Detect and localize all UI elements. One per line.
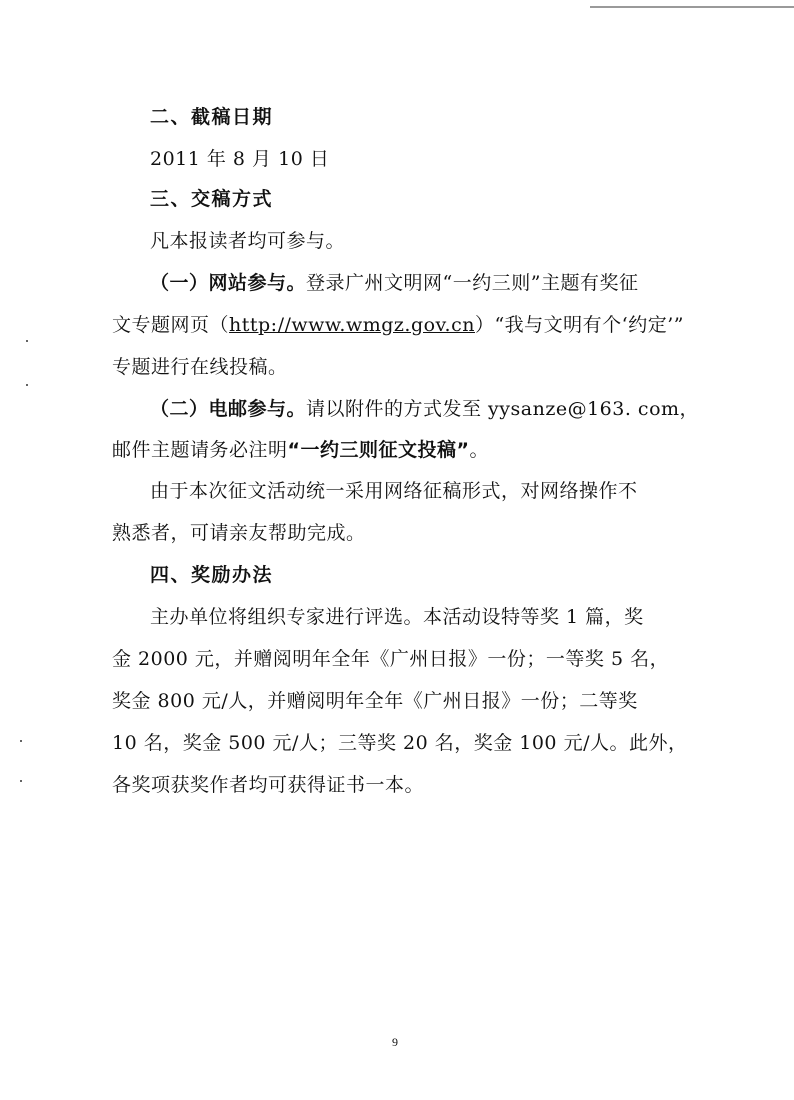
web-submission-line-1 bbox=[150, 270, 638, 296]
email-subject-text: “一约三则征文投稿” bbox=[287, 439, 470, 461]
email-submission-line-2 bbox=[112, 437, 489, 463]
email-submission-line-1 bbox=[150, 396, 699, 422]
web-submission-label: （一）网站参与。 bbox=[150, 272, 307, 294]
scan-mark bbox=[26, 340, 28, 342]
web-submission-text-1: 登录广州文明网“一约三则”主题有奖征 bbox=[306, 272, 639, 294]
section-2-heading: 二、截稿日期 bbox=[150, 106, 274, 128]
award-line-3: 奖金 800 元/人，并赠阅明年全年《广州日报》一份；二等奖 bbox=[112, 690, 638, 712]
web-submission-text-2-suffix: ）“我与文明有个‘约定’” bbox=[474, 314, 684, 336]
section-3-heading: 三、交稿方式 bbox=[150, 188, 274, 210]
scan-mark bbox=[26, 384, 28, 386]
scan-mark bbox=[20, 740, 22, 742]
award-line-5: 各奖项获奖作者均可获得证书一本。 bbox=[112, 774, 425, 796]
web-submission-text-2-prefix: 文专题网页（ bbox=[112, 314, 230, 336]
web-submission-line-2 bbox=[112, 312, 684, 338]
note-line-2: 熟悉者，可请亲友帮助完成。 bbox=[112, 522, 366, 544]
website-url-link[interactable]: http://www.wmgz.gov.cn bbox=[229, 314, 475, 336]
scan-edge-line bbox=[590, 6, 794, 8]
section-3-intro: 凡本报读者均可参与。 bbox=[150, 230, 346, 252]
deadline-date: 2011 年 8 月 10 日 bbox=[150, 148, 330, 170]
section-4-heading: 四、奖励办法 bbox=[150, 564, 274, 586]
email-submission-text-1: 请以附件的方式发至 yysanze@163. com， bbox=[306, 398, 700, 420]
email-subject-suffix: 。 bbox=[469, 439, 490, 461]
scan-mark bbox=[20, 780, 22, 782]
award-line-2: 金 2000 元，并赠阅明年全年《广州日报》一份；一等奖 5 名， bbox=[112, 648, 670, 670]
page-number: 9 bbox=[392, 1035, 398, 1049]
email-subject-prefix: 邮件主题请务必注明 bbox=[112, 439, 288, 461]
award-line-1: 主办单位将组织专家进行评选。本活动设特等奖 1 篇，奖 bbox=[150, 606, 644, 628]
web-submission-line-3: 专题进行在线投稿。 bbox=[112, 356, 288, 378]
email-submission-label: （二）电邮参与。 bbox=[150, 398, 307, 420]
award-line-4: 10 名，奖金 500 元/人；三等奖 20 名，奖金 100 元/人。此外， bbox=[112, 732, 688, 754]
note-line-1: 由于本次征文活动统一采用网络征稿形式，对网络操作不 bbox=[150, 480, 638, 502]
